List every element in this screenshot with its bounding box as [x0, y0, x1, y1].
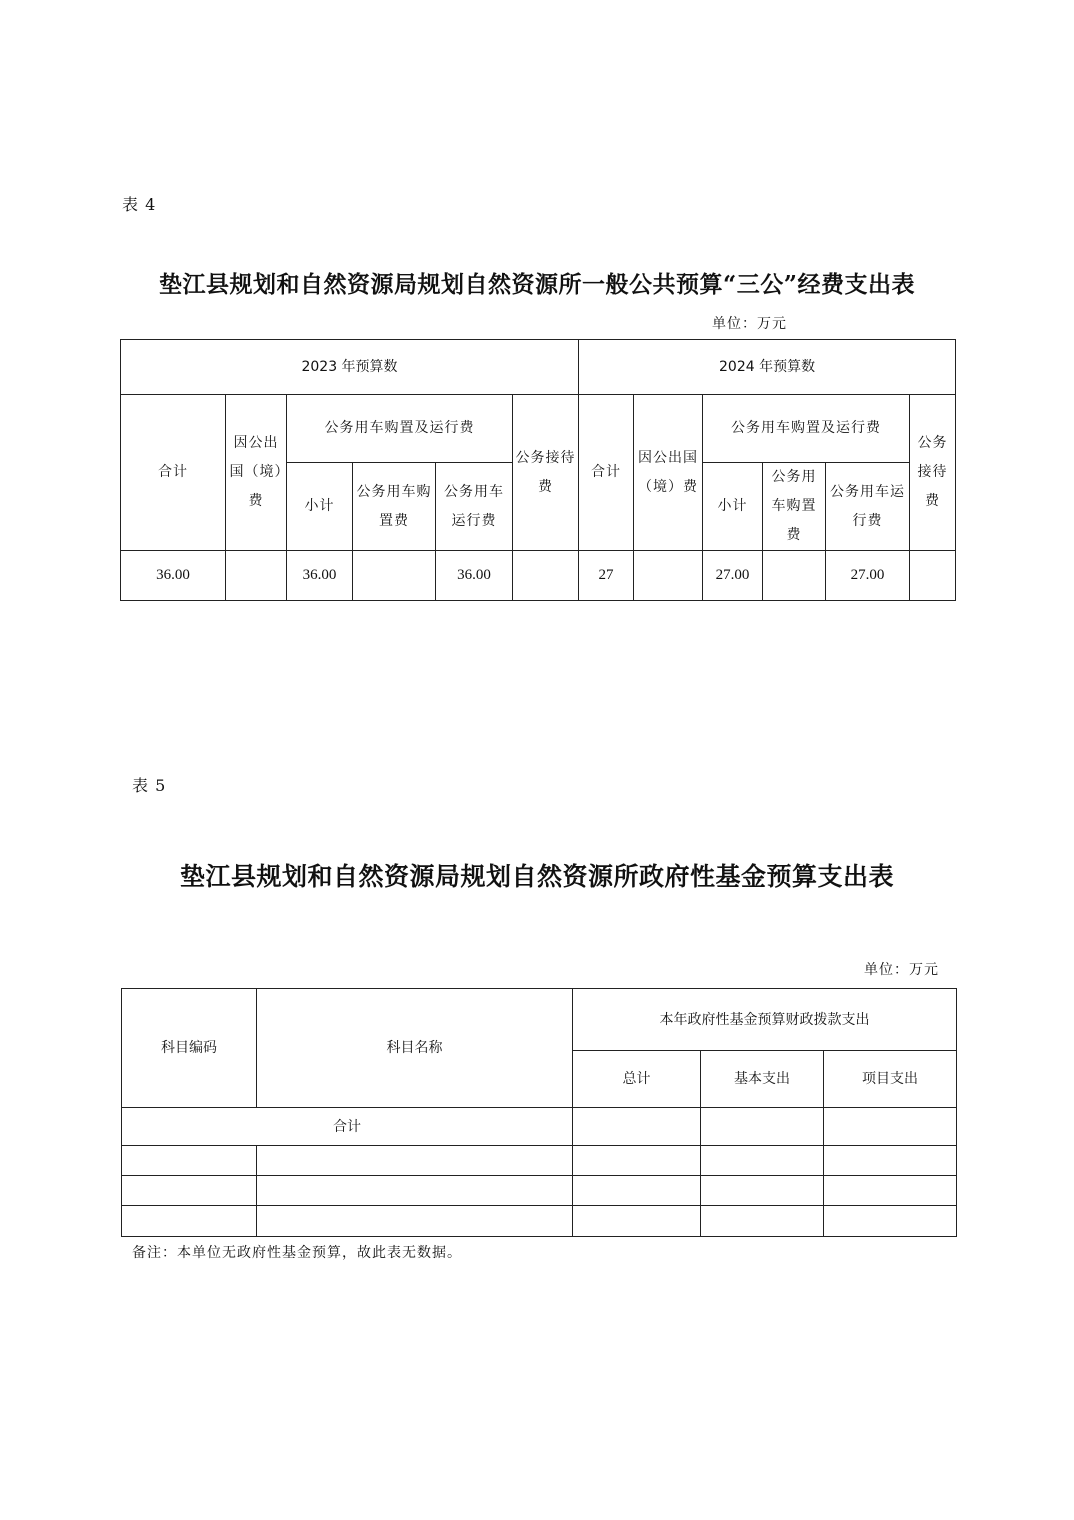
header-2024-subtotal: 小计 — [703, 463, 763, 551]
header-2023-budget: 2023 年预算数 — [121, 340, 579, 395]
value-2023-vehicle-purchase — [353, 551, 436, 601]
value-2023-abroad — [226, 551, 287, 601]
empty-cell — [257, 1206, 573, 1237]
empty-cell — [122, 1176, 257, 1206]
three-public-expense-table — [120, 339, 956, 601]
table5-title: 垫江县规划和自然资源局规划自然资源所政府性基金预算支出表 — [179, 862, 894, 891]
table5-unit: 单位：万元 — [864, 962, 939, 978]
header-2023-vehicle-operation: 公务用车运行费 — [436, 463, 513, 551]
value-2024-vehicle-purchase — [763, 551, 826, 601]
value-2024-total: 27 — [579, 551, 634, 601]
header-2023-abroad: 因公出国（境）费 — [226, 395, 287, 551]
empty-cell — [701, 1206, 824, 1237]
header-2023-subtotal: 小计 — [287, 463, 353, 551]
header-total: 总计 — [573, 1051, 701, 1108]
header-2023-vehicle-purchase: 公务用车购置费 — [353, 463, 436, 551]
empty-cell — [122, 1146, 257, 1176]
empty-cell — [573, 1206, 701, 1237]
header-2024-vehicle-group: 公务用车购置及运行费 — [703, 395, 910, 463]
table-row — [121, 551, 956, 601]
table-row — [122, 1176, 957, 1206]
empty-cell — [701, 1176, 824, 1206]
value-2023-vehicle-operation: 36.00 — [436, 551, 513, 601]
empty-cell — [824, 1206, 957, 1237]
header-2023-reception: 公务接待费 — [513, 395, 579, 551]
value-2024-reception — [910, 551, 956, 601]
empty-cell — [573, 1146, 701, 1176]
table4-tag: 表 4 — [122, 195, 157, 214]
value-2023-reception — [513, 551, 579, 601]
empty-cell — [824, 1176, 957, 1206]
header-2024-total: 合计 — [579, 395, 634, 551]
value-2023-total: 36.00 — [121, 551, 226, 601]
empty-cell — [122, 1206, 257, 1237]
total-row-cell — [824, 1108, 957, 1146]
header-subject-code: 科目编码 — [122, 989, 257, 1108]
header-project-expense: 项目支出 — [824, 1051, 957, 1108]
value-2024-subtotal: 27.00 — [703, 551, 763, 601]
header-fund-expense-group: 本年政府性基金预算财政拨款支出 — [573, 989, 957, 1051]
table-row — [122, 1108, 957, 1146]
header-2024-reception: 公务接待费 — [910, 395, 956, 551]
empty-cell — [701, 1146, 824, 1176]
table5-tag: 表 5 — [132, 776, 167, 795]
header-2024-vehicle-purchase: 公务用车购置费 — [763, 463, 826, 551]
header-2024-vehicle-operation: 公务用车运行费 — [826, 463, 910, 551]
table4-title: 垫江县规划和自然资源局规划自然资源所一般公共预算“三公”经费支出表 — [159, 271, 915, 298]
total-row-cell — [701, 1108, 824, 1146]
header-2024-budget: 2024 年预算数 — [579, 340, 956, 395]
value-2024-vehicle-operation: 27.00 — [826, 551, 910, 601]
header-subject-name: 科目名称 — [257, 989, 573, 1108]
header-basic-expense: 基本支出 — [701, 1051, 824, 1108]
table4-unit: 单位：万元 — [712, 316, 787, 332]
empty-cell — [824, 1146, 957, 1176]
header-2024-abroad: 因公出国（境）费 — [634, 395, 703, 551]
total-row-cell — [573, 1108, 701, 1146]
empty-cell — [257, 1146, 573, 1176]
table-row — [122, 1146, 957, 1176]
table-row — [122, 1206, 957, 1237]
government-fund-budget-table — [121, 988, 957, 1237]
empty-cell — [257, 1176, 573, 1206]
value-2024-abroad — [634, 551, 703, 601]
total-row-label: 合计 — [122, 1108, 573, 1146]
header-2023-vehicle-group: 公务用车购置及运行费 — [287, 395, 513, 463]
value-2023-subtotal: 36.00 — [287, 551, 353, 601]
empty-cell — [573, 1176, 701, 1206]
header-2023-total: 合计 — [121, 395, 226, 551]
table5-note: 备注：本单位无政府性基金预算，故此表无数据。 — [132, 1245, 462, 1261]
